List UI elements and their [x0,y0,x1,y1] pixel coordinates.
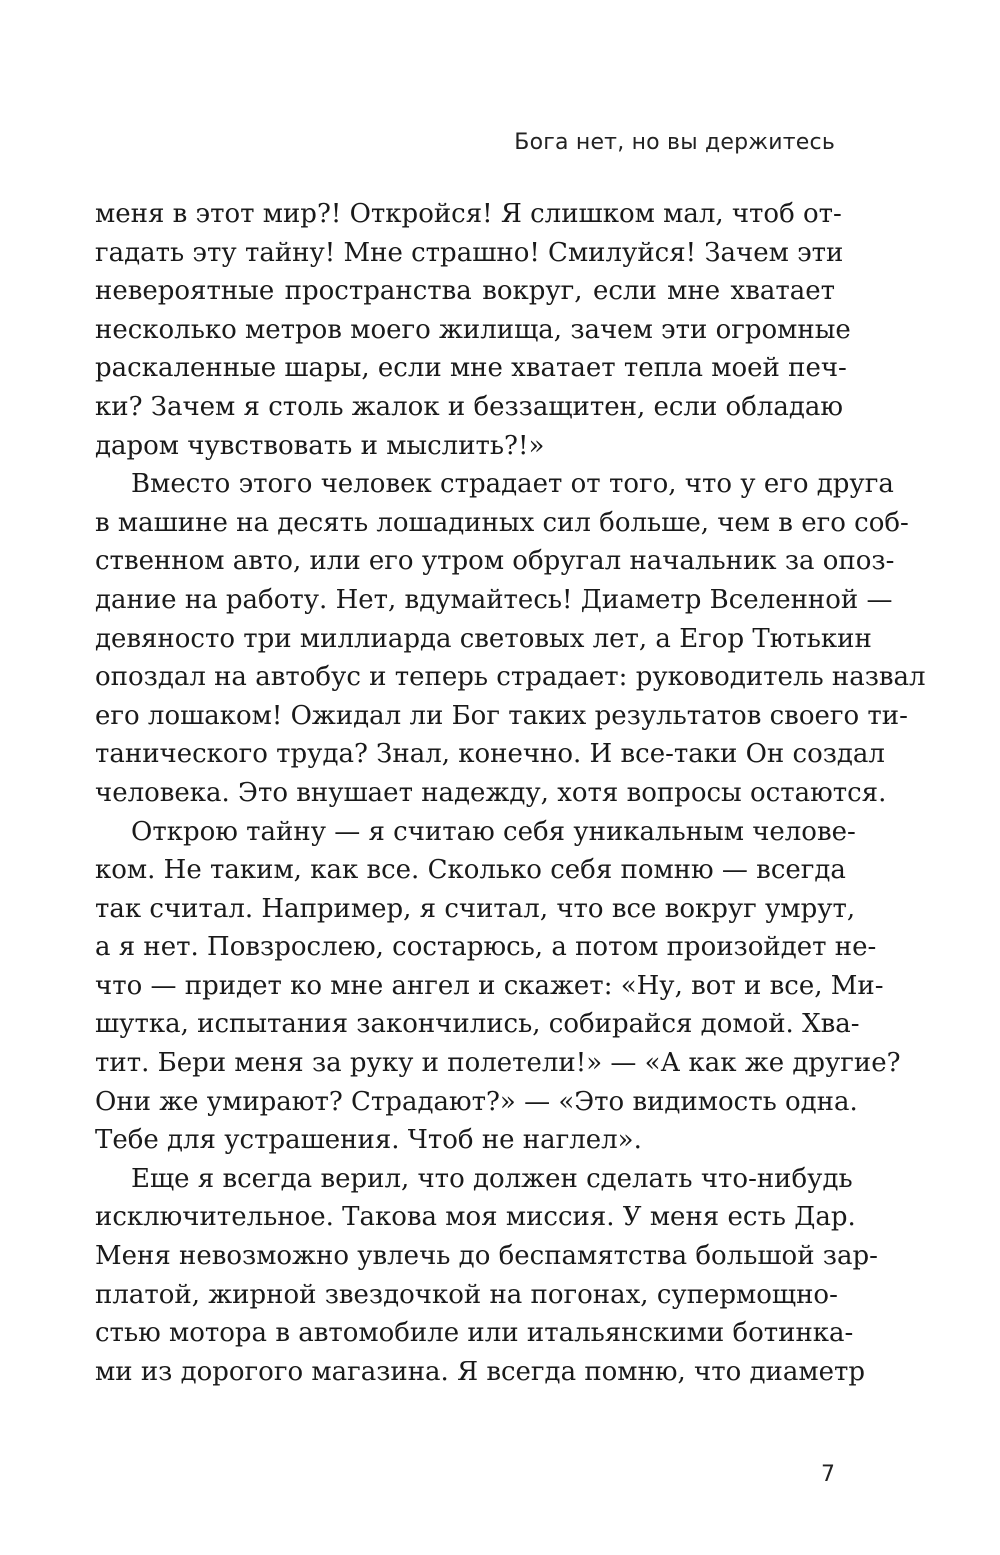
text-line: даром чувствовать и мыслить?!» [95,430,545,461]
running-header: Бога нет, но вы держитесь [514,130,835,155]
text-line: платой, жирной звездочкой на погонах, супермощно- [95,1279,838,1310]
text-line: Тебе для устрашения. Чтоб не наглел». [95,1125,642,1156]
text-line: Они же умирают? Страдают?» — «Это видимость одна. [95,1086,858,1117]
text-line: меня в этот мир?! Откройся! Я слишком мал, чтоб от- [95,199,842,229]
page-number: 7 [821,1462,835,1487]
text-line: шутка, испытания закончились, собирайся домой. Хва- [95,1009,860,1040]
text-line: танического труда? Знал, конечно. И все-таки Он создал [95,739,885,770]
text-line: так считал. Например, я считал, что все вокруг умрут, [95,893,856,924]
text-line: исключительное. Такова моя миссия. У меня есть Дар. [95,1202,856,1233]
paragraph [95,195,851,465]
paragraph [95,1160,878,1392]
paragraph [95,813,901,1160]
text-line: Еще я всегда верил, что должен сделать что-нибудь [131,1163,853,1194]
text-line: человека. Это внушает надежду, хотя вопросы остаются. [95,777,887,808]
body-text [95,195,926,1391]
text-line: невероятные пространства вокруг, если мне хватает [95,276,835,307]
text-line: стью мотора в автомобиле или итальянскими ботинка- [95,1318,854,1349]
text-line: ком. Не таким, как все. Сколько себя помню — всегда [95,855,846,886]
text-line: Открою тайну — я считаю себя уникальным челове- [131,816,856,847]
text-line: в машине на десять лошадиных сил больше, чем в его соб- [95,507,909,538]
text-line: ственном авто, или его утром обругал начальник за опоз- [95,546,895,577]
text-line: Вместо этого человек страдает от того, что у его друга [131,469,894,500]
text-line: а я нет. Повзрослею, состарюсь, а потом произойдет не- [95,932,877,963]
text-line: его лошаком! Ожидал ли Бог таких результатов своего ти- [95,700,908,731]
paragraph [95,465,926,812]
text-line: несколько метров моего жилища, зачем эти огромные [95,314,851,345]
text-line: тит. Бери меня за руку и полетели!» — «А как же другие? [95,1048,901,1079]
text-line: Меня невозможно увлечь до беспамятства большой зар- [95,1241,878,1272]
text-line: опоздал на автобус и теперь страдает: руководитель назвал [95,662,926,693]
text-line: ми из дорогого магазина. Я всегда помню, что диаметр [95,1356,865,1387]
text-line: раскаленные шары, если мне хватает тепла моей печ- [95,353,847,384]
text-line: дание на работу. Нет, вдумайтесь! Диаметр Вселенной — [95,584,893,615]
text-line: девяносто три миллиарда световых лет, а Егор Тютькин [95,623,872,654]
text-line: что — придет ко мне ангел и скажет: «Ну, вот и все, Ми- [95,970,884,1001]
text-line: гадать эту тайну! Мне страшно! Смилуйся! Зачем эти [95,237,844,268]
text-line: ки? Зачем я столь жалок и беззащитен, если обладаю [95,391,844,422]
